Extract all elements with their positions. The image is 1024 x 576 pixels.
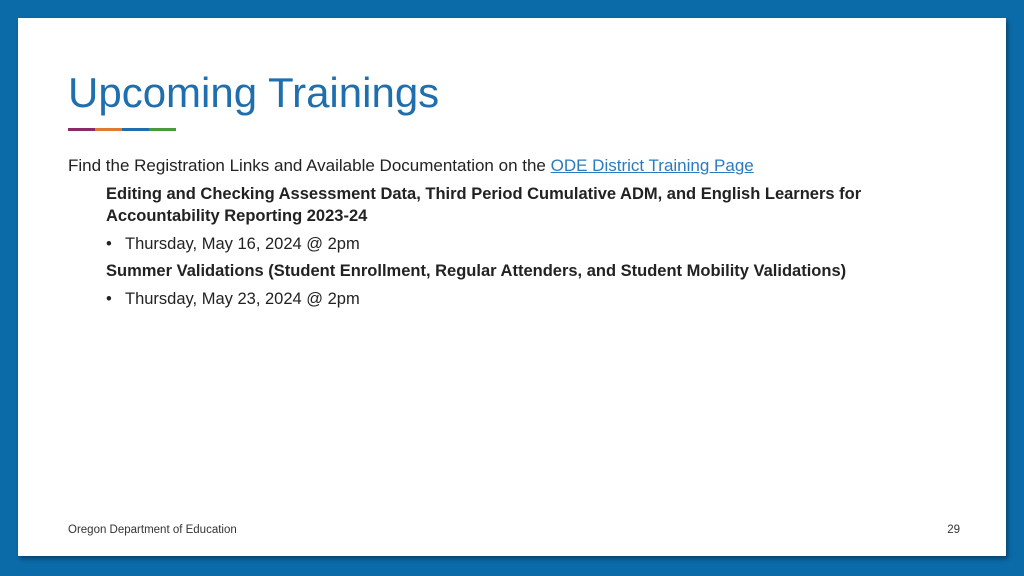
intro-text: Find the Registration Links and Available Documentation on the (68, 156, 551, 175)
slide (18, 18, 1006, 556)
ode-training-page-link[interactable]: ODE District Training Page (550, 156, 754, 175)
title-underline (68, 128, 176, 131)
training-item (106, 260, 966, 310)
rule-segment-3 (122, 128, 149, 131)
training-date: Thursday, May 16, 2024 @ 2pm (125, 235, 360, 253)
training-title: Editing and Checking Assessment Data, Third Period Cumulative ADM, and English Learners for Accountability Reporting 2023-24 (106, 185, 862, 225)
rule-segment-2 (95, 128, 122, 131)
training-date: Thursday, May 23, 2024 @ 2pm (125, 290, 360, 308)
bullet-icon: • (106, 235, 112, 253)
page-number: 29 (947, 524, 960, 536)
rule-segment-1 (68, 128, 95, 131)
slide-title: Upcoming Trainings (68, 69, 440, 116)
training-title: Summer Validations (Student Enrollment, Regular Attenders, and Student Mobility Validations) (106, 262, 847, 280)
footer-organization: Oregon Department of Education (68, 524, 237, 536)
training-date-row (106, 288, 966, 310)
training-list (106, 183, 966, 315)
training-item (106, 183, 966, 255)
rule-segment-4 (149, 128, 176, 131)
training-date-row (106, 233, 966, 255)
bullet-icon: • (106, 290, 112, 308)
intro-line (68, 156, 754, 176)
